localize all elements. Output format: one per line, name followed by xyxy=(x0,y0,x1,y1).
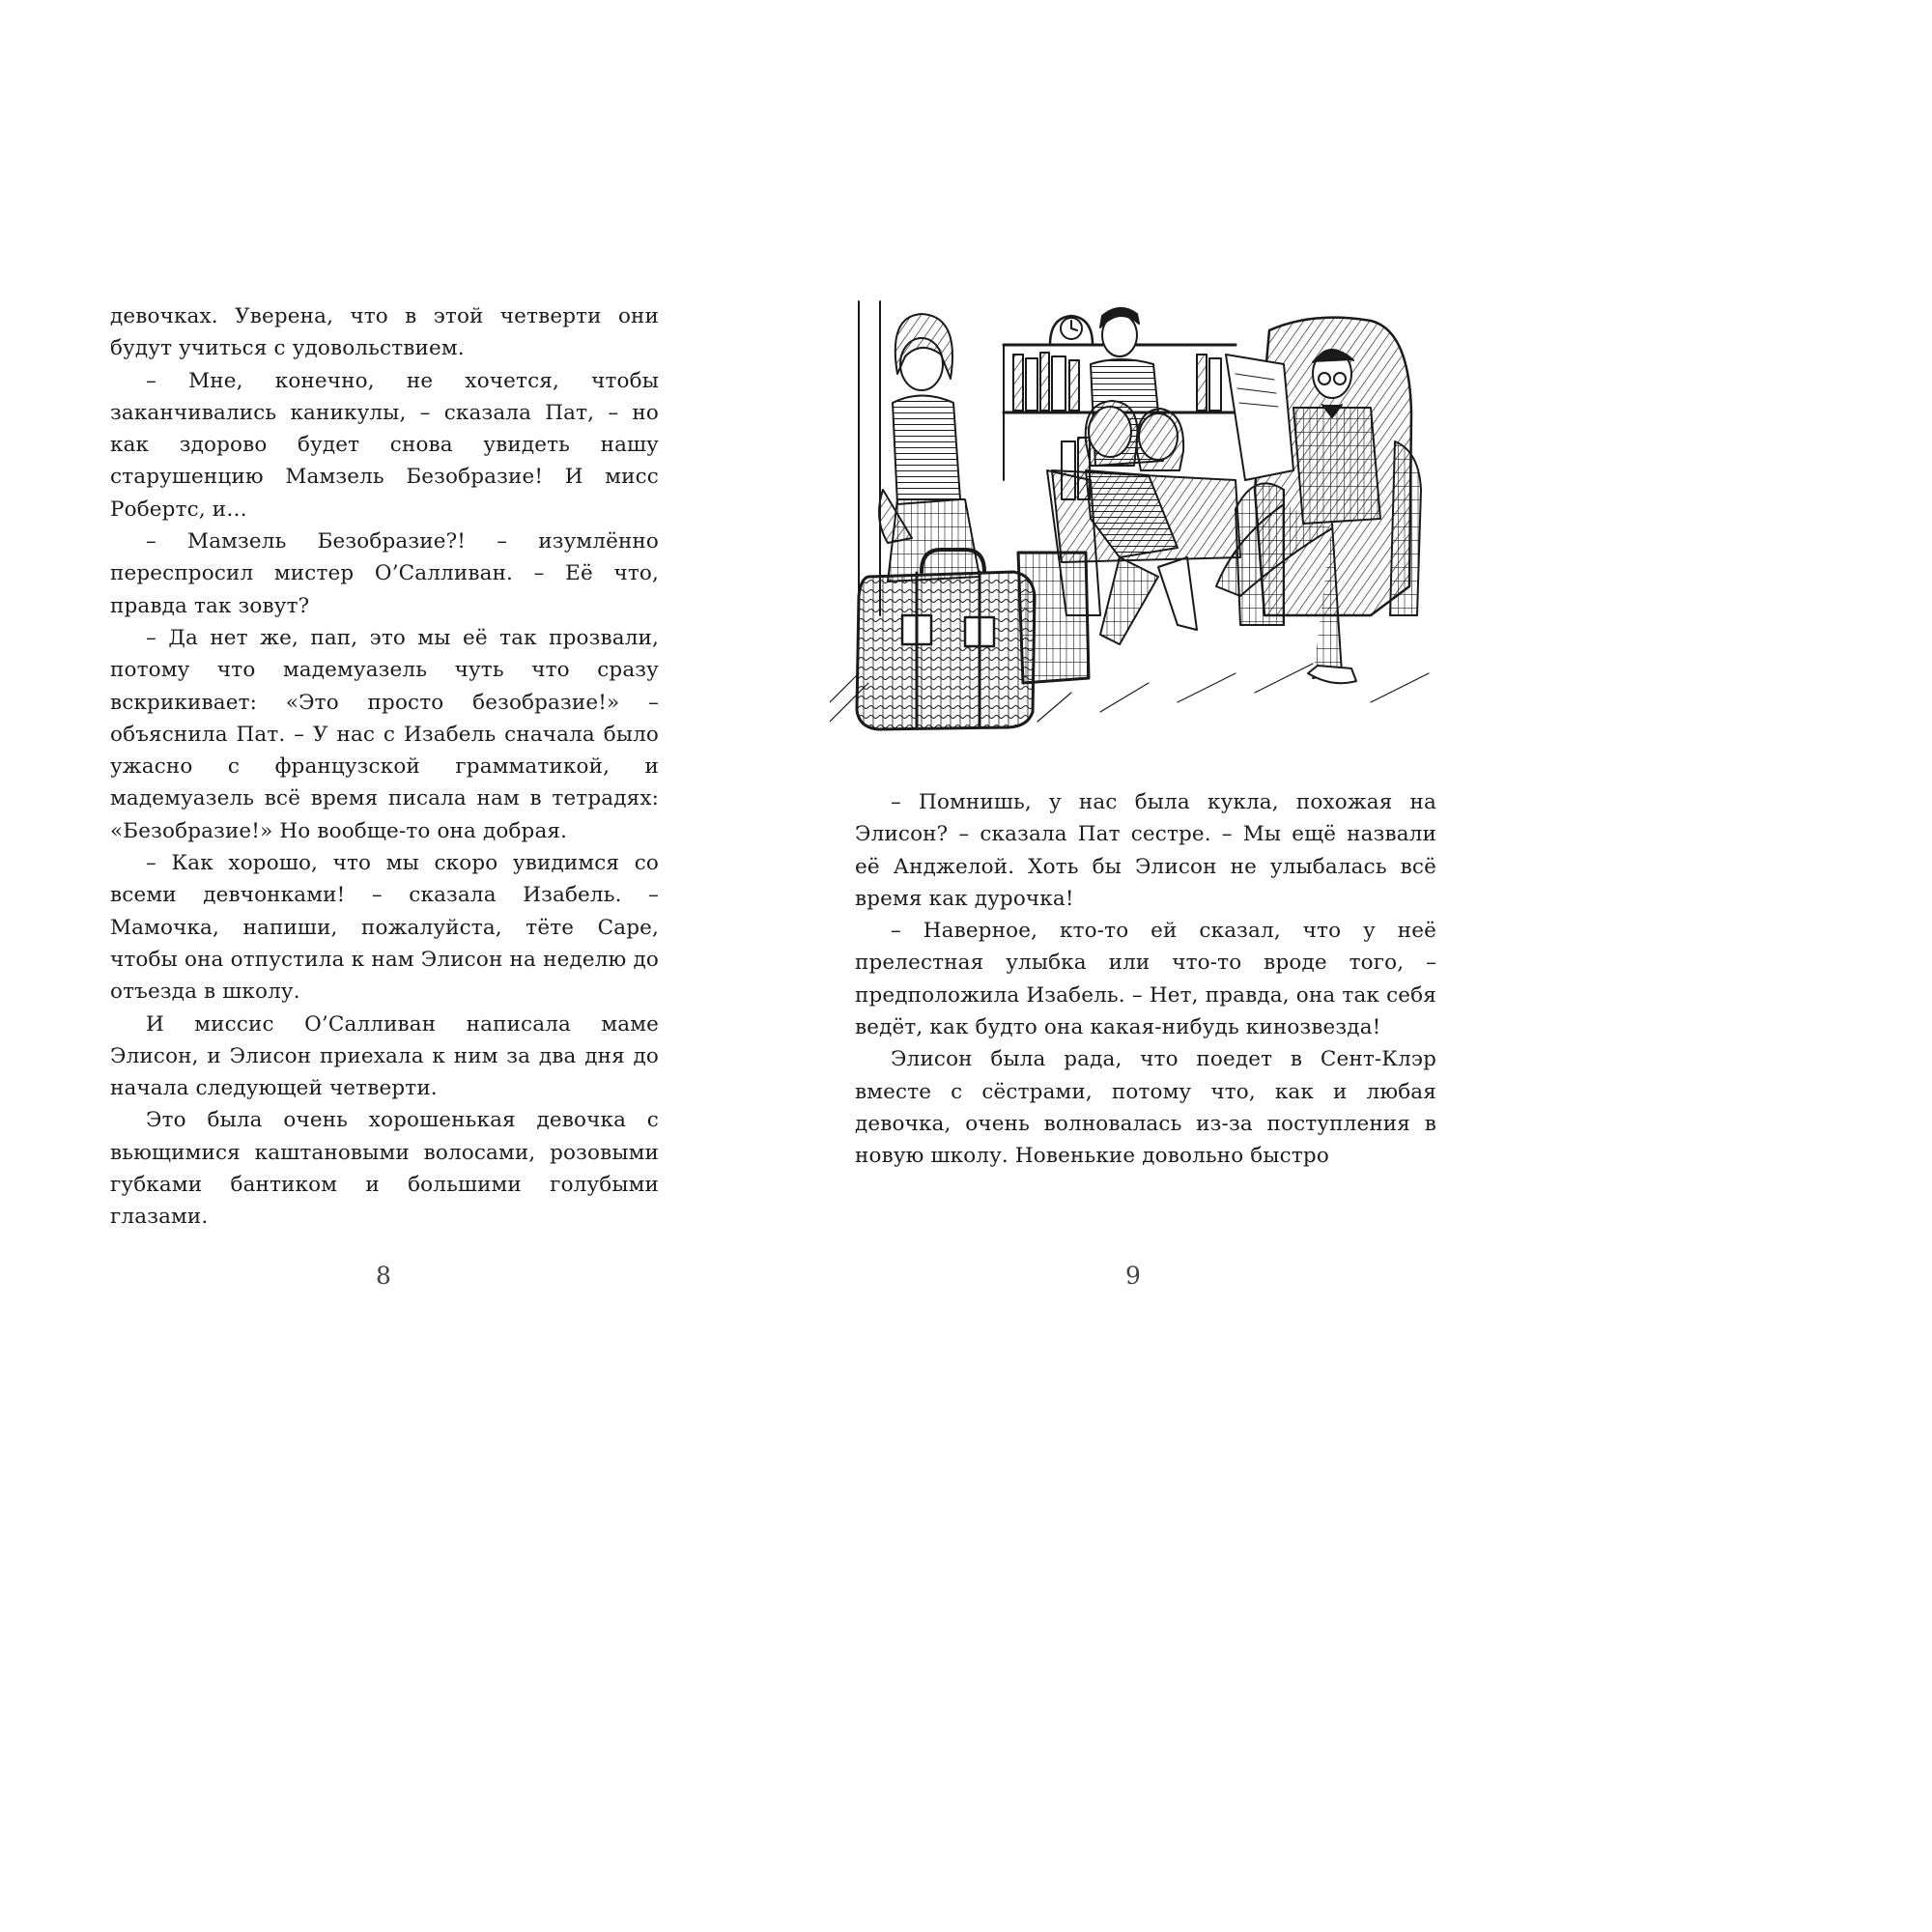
page-number: 9 xyxy=(1125,1262,1141,1290)
paragraph: – Да нет же, пап, это мы её так прозвали, потому что мадемуазель чуть что сразу вскрикивает: «Это просто безобразие!» – объяснила Пат. – У нас с Изабель сначала было ужасно с французской грамматикой, и мадемуазель всё время писала нам в тетрадях: «Безобразие!» Но вообще-то она добрая. xyxy=(110,625,659,843)
paragraph: И миссис О’Салливан написала маме Элисон, и Элисон приехала к ним за два дня до начала следующей четверти. xyxy=(110,1011,659,1101)
suitcase-plaid xyxy=(1018,553,1089,683)
paragraph: девочках. Уверена, что в этой четверти они будут учиться с удовольствием. xyxy=(110,304,659,361)
paragraph: – Наверное, кто-то ей сказал, что у неё прелестная улыбка или что-то вроде того, – предположила Изабель. – Нет, правда, она так себя ведёт, как будто она какая-нибудь кинозвезда! xyxy=(855,919,1436,1040)
left-page xyxy=(0,0,773,1546)
girl-with-bag xyxy=(879,314,980,582)
right-page-text xyxy=(855,786,1436,1173)
mantel-clock xyxy=(1050,316,1093,345)
paragraph: – Мне, конечно, не хочется, чтобы заканчивались каникулы, – сказала Пат, – но как здорово будет снова увидеть нашу старушенцию Мамзель Безобразие! И мисс Робертс, и… xyxy=(110,368,659,522)
left-page-text xyxy=(110,300,659,1234)
paragraph: – Мамзель Безобразие?! – изумлённо переспросил мистер О’Салливан. – Её что, правда так зовут? xyxy=(110,529,659,618)
suitcase-wicker xyxy=(857,550,1035,729)
paragraph: Это была очень хорошенькая девочка с вьющимися каштановыми волосами, розовыми губками бантиком и большими голубыми глазами. xyxy=(110,1108,659,1230)
paragraph: – Помнишь, у нас была кукла, похожая на Элисон? – сказала Пат сестре. – Мы ещё назвали её Анджелой. Хоть бы Элисон не улыбалась всё время как дурочка! xyxy=(855,790,1436,911)
right-page xyxy=(773,0,1546,1546)
book-illustration xyxy=(830,297,1436,735)
paragraph: Элисон была рада, что поедет в Сент-Клэр вместе с сёстрами, потому что, как и любая девочка, очень волновалась из-за поступления в новую школу. Новенькие довольно быстро xyxy=(855,1047,1436,1169)
page-number: 8 xyxy=(376,1262,391,1290)
paragraph: – Как хорошо, что мы скоро увидимся со всеми девчонками! – сказала Изабель. – Мамочка, напиши, пожалуйста, тёте Саре, чтобы она отпустила к нам Элисон на неделю до отъезда в школу. xyxy=(110,851,659,1005)
